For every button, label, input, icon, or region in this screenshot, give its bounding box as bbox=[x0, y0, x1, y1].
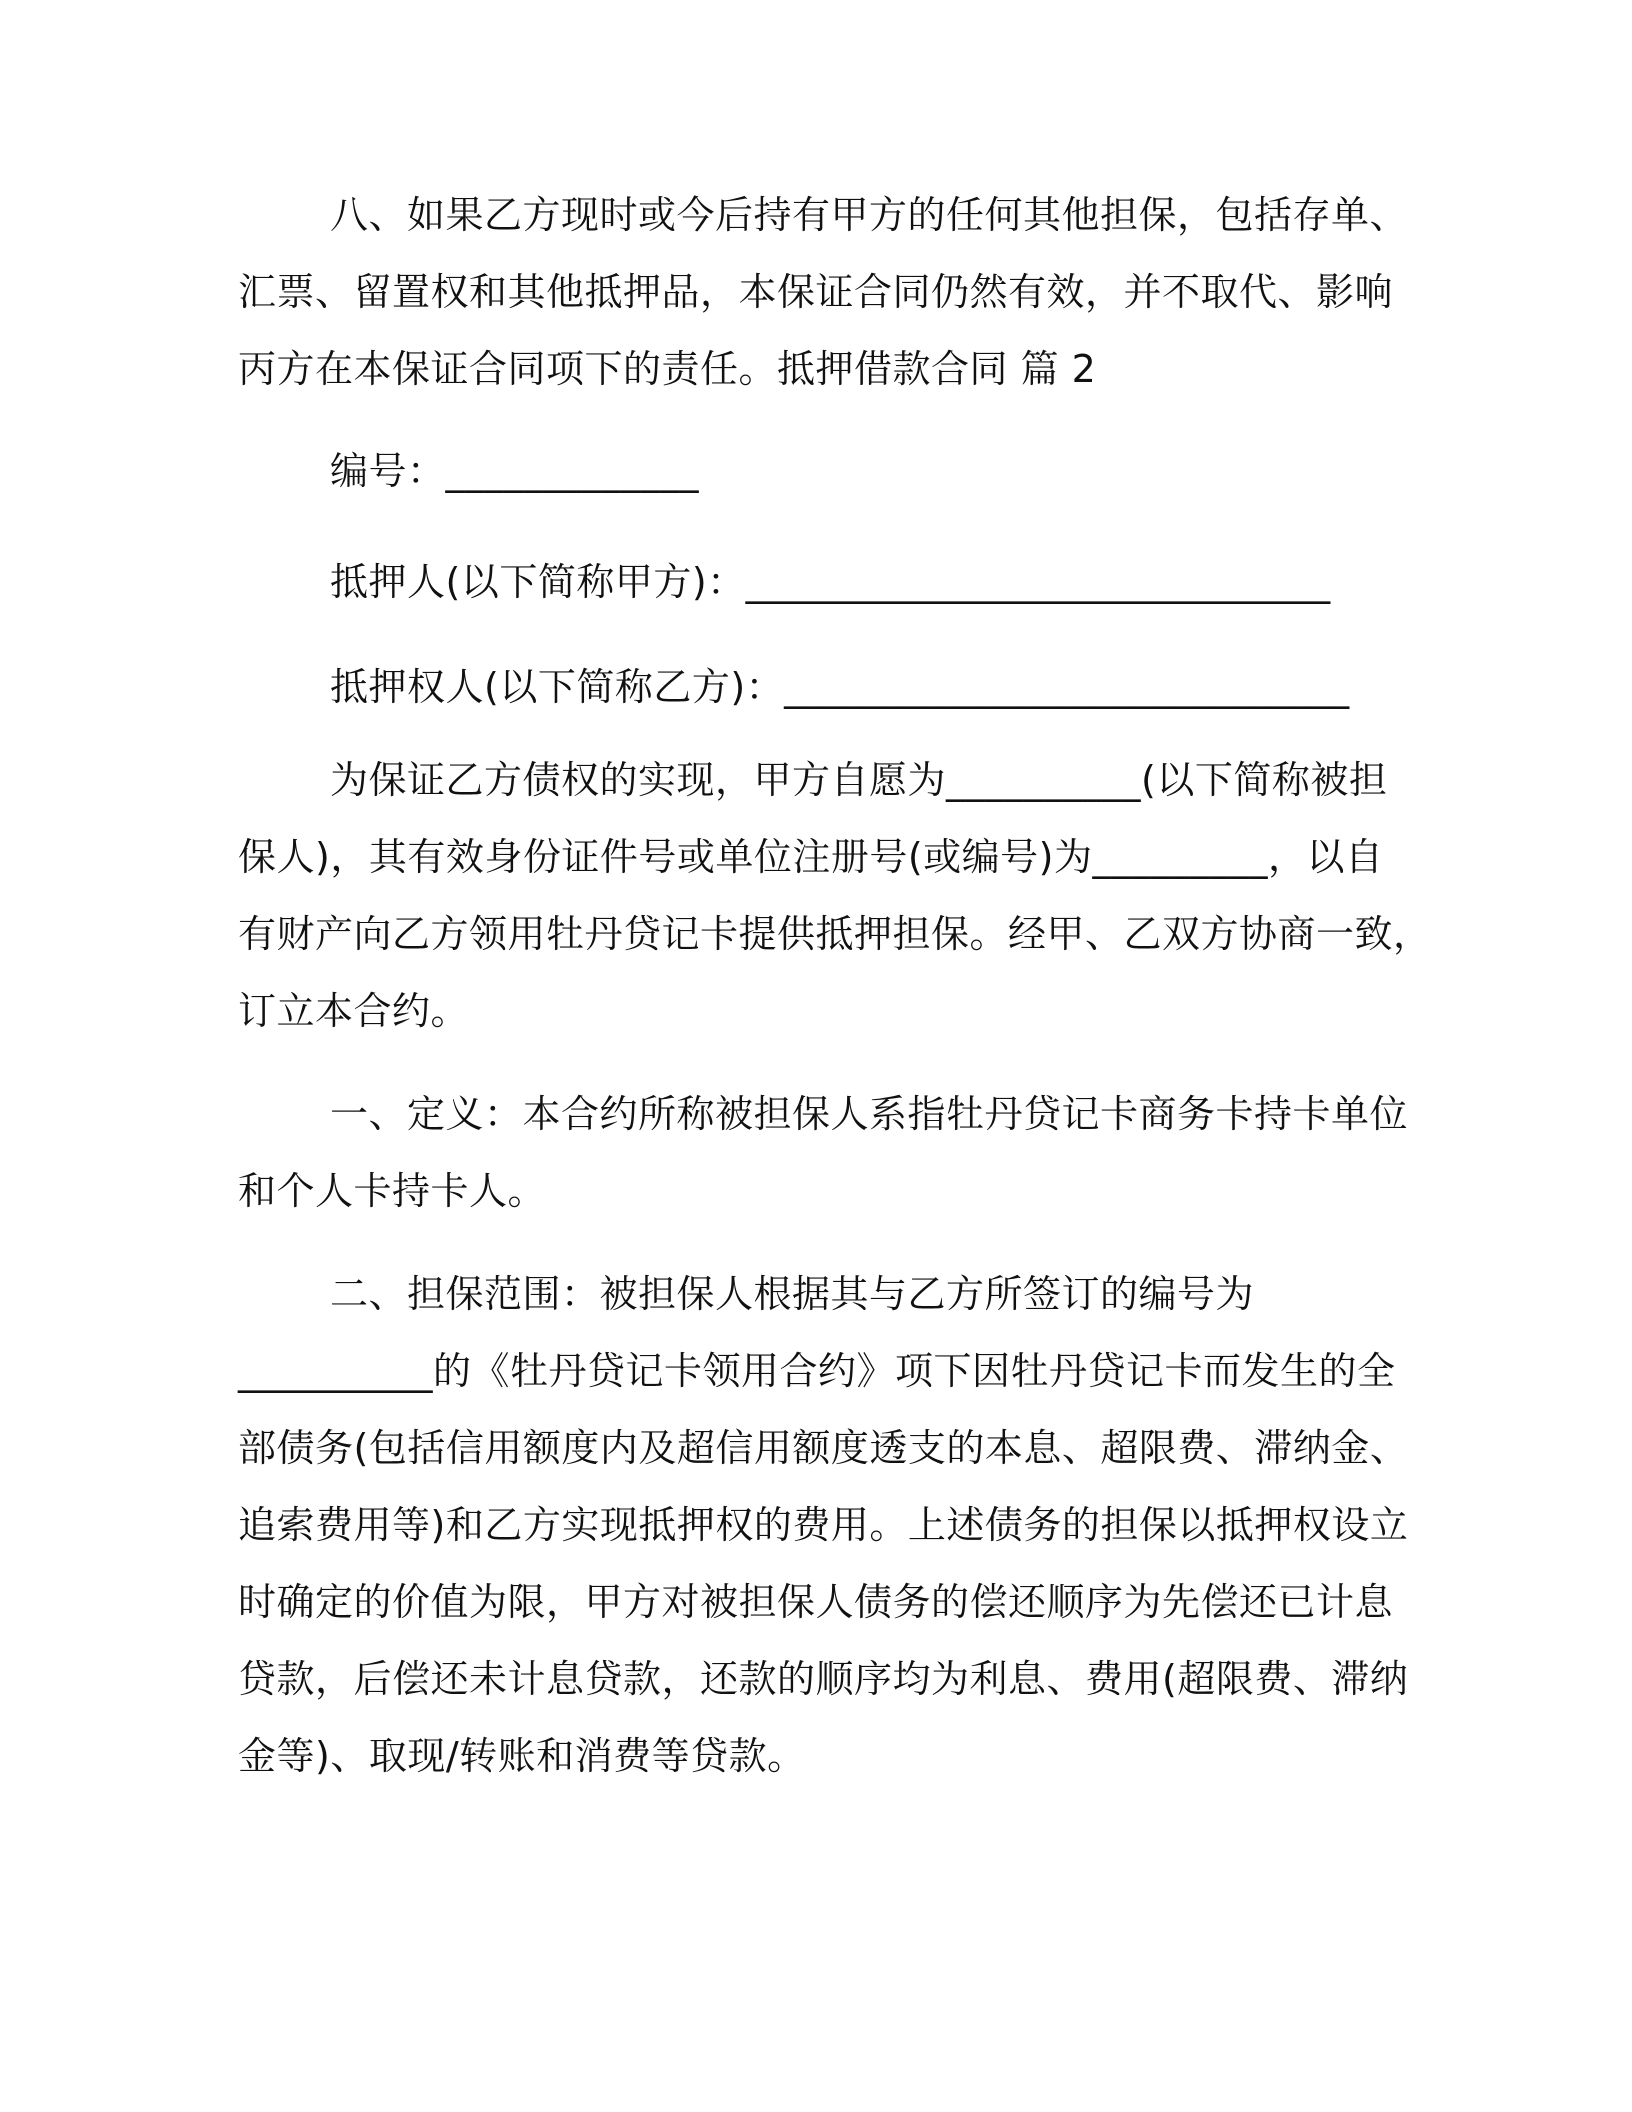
scope-line-6: 贷款，后偿还未计息贷款，还款的顺序均为利息、费用(超限费、滞纳 bbox=[238, 1657, 1409, 1701]
scope-line-7: 金等)、取现/转账和消费等贷款。 bbox=[238, 1734, 806, 1778]
preamble-line-2: 保人)，其有效身份证件号或单位注册号(或编号)为_________，以自 bbox=[238, 835, 1384, 879]
definition-line-2: 和个人卡持卡人。 bbox=[238, 1169, 547, 1213]
scope-line-2: __________的《牡丹贷记卡领用合约》项下因牡丹贷记卡而发生的全 bbox=[238, 1349, 1396, 1393]
paragraph-8-line-2: 汇票、留置权和其他抵押品，本保证合同仍然有效，并不取代、影响 bbox=[238, 270, 1394, 314]
mortgagee-field: 抵押权人(以下简称乙方)：_____________________________ bbox=[330, 665, 1350, 709]
scope-line-4: 追索费用等)和乙方实现抵押权的费用。上述债务的担保以抵押权设立 bbox=[238, 1503, 1409, 1547]
mortgagor-field: 抵押人(以下简称甲方)：______________________________ bbox=[330, 560, 1331, 604]
paragraph-8-line-1: 八、如果乙方现时或今后持有甲方的任何其他担保，包括存单、 bbox=[330, 193, 1409, 237]
contract-number-field: 编号：_____________ bbox=[330, 449, 700, 493]
scope-line-5: 时确定的价值为限，甲方对被担保人债务的偿还顺序为先偿还已计息 bbox=[238, 1580, 1394, 1624]
paragraph-8-line-3: 丙方在本保证合同项下的责任。抵押借款合同 篇 2 bbox=[238, 347, 1097, 391]
scope-line-3: 部债务(包括信用额度内及超信用额度透支的本息、超限费、滞纳金、 bbox=[238, 1426, 1409, 1470]
definition-line-1: 一、定义：本合约所称被担保人系指牡丹贷记卡商务卡持卡单位 bbox=[330, 1092, 1409, 1136]
scope-line-1: 二、担保范围：被担保人根据其与乙方所签订的编号为 bbox=[330, 1272, 1255, 1316]
preamble-line-3: 有财产向乙方领用牡丹贷记卡提供抵押担保。经甲、乙双方协商一致， bbox=[238, 912, 1432, 956]
preamble-line-4: 订立本合约。 bbox=[238, 989, 470, 1033]
preamble-line-1: 为保证乙方债权的实现，甲方自愿为__________(以下简称被担 bbox=[330, 758, 1388, 802]
